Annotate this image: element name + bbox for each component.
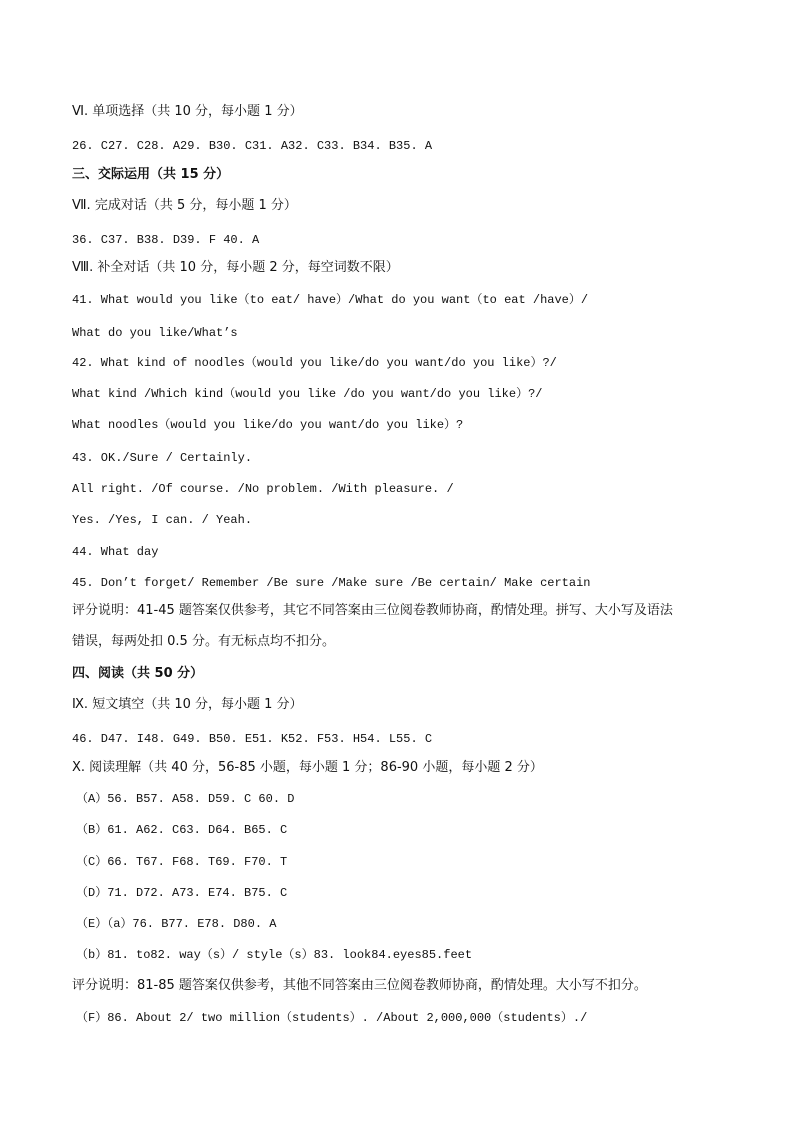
section-10-heading: Ⅹ. 阅读理解（共 40 分，56-85 小题，每小题 1 分；86-90 小题，每小题 2 分）: [72, 760, 543, 775]
answer-44: 44. What day: [72, 545, 159, 559]
answer-45: 45. Don’t forget/ Remember /Be sure /Make sure /Be certain/ Make certain: [72, 576, 591, 590]
answers-group-b: （B）61. A62. C63. D64. B65. C: [76, 823, 288, 837]
answer-42-line-3: What noodles（would you like/do you want/do you like）?: [72, 418, 464, 432]
answers-46-55: 46. D47. I48. G49. B50. E51. K52. F53. H54. L55. C: [72, 732, 433, 746]
answer-43-line-3: Yes. /Yes, I can. / Yeah.: [72, 513, 253, 527]
answer-43-line-2: All right. /Of course. /No problem. /With pleasure. /: [72, 482, 454, 496]
section-8-heading: Ⅷ. 补全对话（共 10 分，每小题 2 分，每空词数不限）: [72, 260, 399, 275]
answer-42-line-2: What kind /Which kind（would you like /do you want/do you like）?/: [72, 387, 543, 401]
answers-36-40: 36. C37. B38. D39. F 40. A: [72, 233, 260, 247]
scoring-note-1-line-2: 错误，每两处扣 0.5 分。有无标点均不扣分。: [72, 634, 335, 649]
answers-group-c: （C）66. T67. F68. T69. F70. T: [76, 855, 288, 869]
part-3-heading: 三、交际运用（共 15 分）: [72, 167, 230, 182]
scoring-note-2: 评分说明：81-85 题答案仅供参考，其他不同答案由三位阅卷教师协商，酌情处理。大小写不扣分。: [72, 978, 647, 993]
section-9-heading: Ⅸ. 短文填空（共 10 分，每小题 1 分）: [72, 697, 303, 712]
answer-41-line-2: What do you like/What’s: [72, 326, 238, 340]
answers-group-a: （A）56. B57. A58. D59. C 60. D: [76, 792, 295, 806]
part-4-heading: 四、阅读（共 50 分）: [72, 666, 204, 681]
answer-86: （F）86. About 2/ two million（students）. /About 2,000,000（students）./: [76, 1011, 588, 1025]
answer-42-line-1: 42. What kind of noodles（would you like/do you want/do you like）?/: [72, 356, 557, 370]
scoring-note-1-line-1: 评分说明：41-45 题答案仅供参考，其它不同答案由三位阅卷教师协商，酌情处理。拼写、大小写及语法: [72, 603, 673, 618]
answers-26-35: 26. C27. C28. A29. B30. C31. A32. C33. B34. B35. A: [72, 139, 433, 153]
answers-group-d: （D）71. D72. A73. E74. B75. C: [76, 886, 288, 900]
answer-43-line-1: 43. OK./Sure / Certainly.: [72, 451, 253, 465]
answer-41-line-1: 41. What would you like（to eat/ have）/What do you want（to eat /have）/: [72, 293, 589, 307]
section-7-heading: Ⅶ. 完成对话（共 5 分，每小题 1 分）: [72, 198, 297, 213]
answers-group-e-a: （E）（a）76. B77. E78. D80. A: [76, 917, 277, 931]
answers-group-e-b: （b）81. to82. way（s）/ style（s）83. look84.eyes85.feet: [76, 948, 473, 962]
section-6-heading: Ⅵ. 单项选择（共 10 分，每小题 1 分）: [72, 104, 303, 119]
